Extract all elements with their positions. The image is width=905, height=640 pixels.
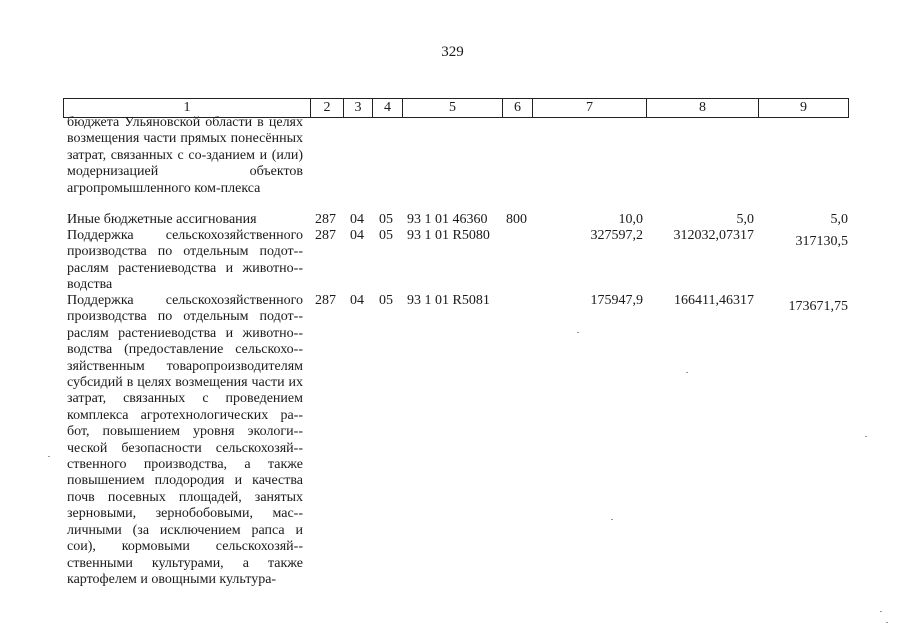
cell-ministry-code: 287 [315, 293, 336, 308]
page-number: 329 [441, 44, 464, 60]
scan-speck [686, 372, 688, 373]
row-description: бюджета Ульяновской области в целях возмещения части прямых понесённых затрат, связанных с со-зданием и (или) модернизацией объектов агропромышленного ком-плекса [67, 115, 303, 196]
scan-speck [886, 622, 888, 623]
header-col-7: 7 [532, 99, 646, 117]
cell-amount-3: 5,0 [830, 212, 848, 227]
cell-subsection: 05 [379, 212, 393, 227]
cell-section: 04 [350, 228, 364, 243]
cell-section: 04 [350, 293, 364, 308]
cell-amount-1: 10,0 [618, 212, 643, 227]
cell-target-article: 93 1 01 R5081 [407, 293, 490, 308]
header-col-2: 2 [310, 99, 343, 117]
header-col-5: 5 [402, 99, 502, 117]
cell-amount-1: 327597,2 [590, 228, 643, 243]
cell-ministry-code: 287 [315, 212, 336, 227]
cell-amount-2: 166411,46317 [674, 293, 754, 308]
header-col-3: 3 [343, 99, 372, 117]
header-col-9: 9 [758, 99, 848, 117]
cell-subsection: 05 [379, 228, 393, 243]
cell-target-article: 93 1 01 46360 [407, 212, 488, 227]
header-col-4: 4 [372, 99, 402, 117]
cell-expense-type: 800 [506, 212, 527, 227]
header-col-6: 6 [502, 99, 532, 117]
cell-ministry-code: 287 [315, 228, 336, 243]
cell-amount-3: 173671,75 [788, 299, 848, 314]
cell-subsection: 05 [379, 293, 393, 308]
row-description: Иные бюджетные ассигнования [67, 212, 257, 227]
header-col-8: 8 [646, 99, 758, 117]
scan-speck [865, 436, 867, 437]
cell-amount-1: 175947,9 [590, 293, 643, 308]
scan-speck [611, 519, 613, 520]
cell-amount-2: 5,0 [736, 212, 754, 227]
scan-speck [577, 332, 579, 333]
cell-target-article: 93 1 01 R5080 [407, 228, 490, 243]
row-description: Поддержка сельскохозяйственного производства по отдельным подот-раслям растениеводства и животно-водства [67, 228, 303, 293]
cell-section: 04 [350, 212, 364, 227]
row-description: Поддержка сельскохозяйственного производства по отдельным подот-раслям растениеводства и животно-водства (предоставление сельскохо-зяйственным товаропроизводителям субсидий в целях возмещения части их затрат, связанных с проведением комплекса агротехнологических ра-бот, повышением уровня экологи-ческой безопасности сельскохозяй-ственного производства, а также повышением плодородия и качества почв посевных площадей, занятых зерновыми, зернобобовыми, мас-личными (за исключением рапса и сои), кормовыми сельскохозяй-ственными культурами, а также картофелем и овощными культура- [67, 293, 303, 587]
cell-amount-3: 317130,5 [795, 234, 848, 249]
cell-amount-2: 312032,07317 [673, 228, 754, 243]
scan-speck [880, 611, 882, 612]
header-col-1: 1 [183, 100, 191, 115]
scan-speck [48, 456, 50, 457]
